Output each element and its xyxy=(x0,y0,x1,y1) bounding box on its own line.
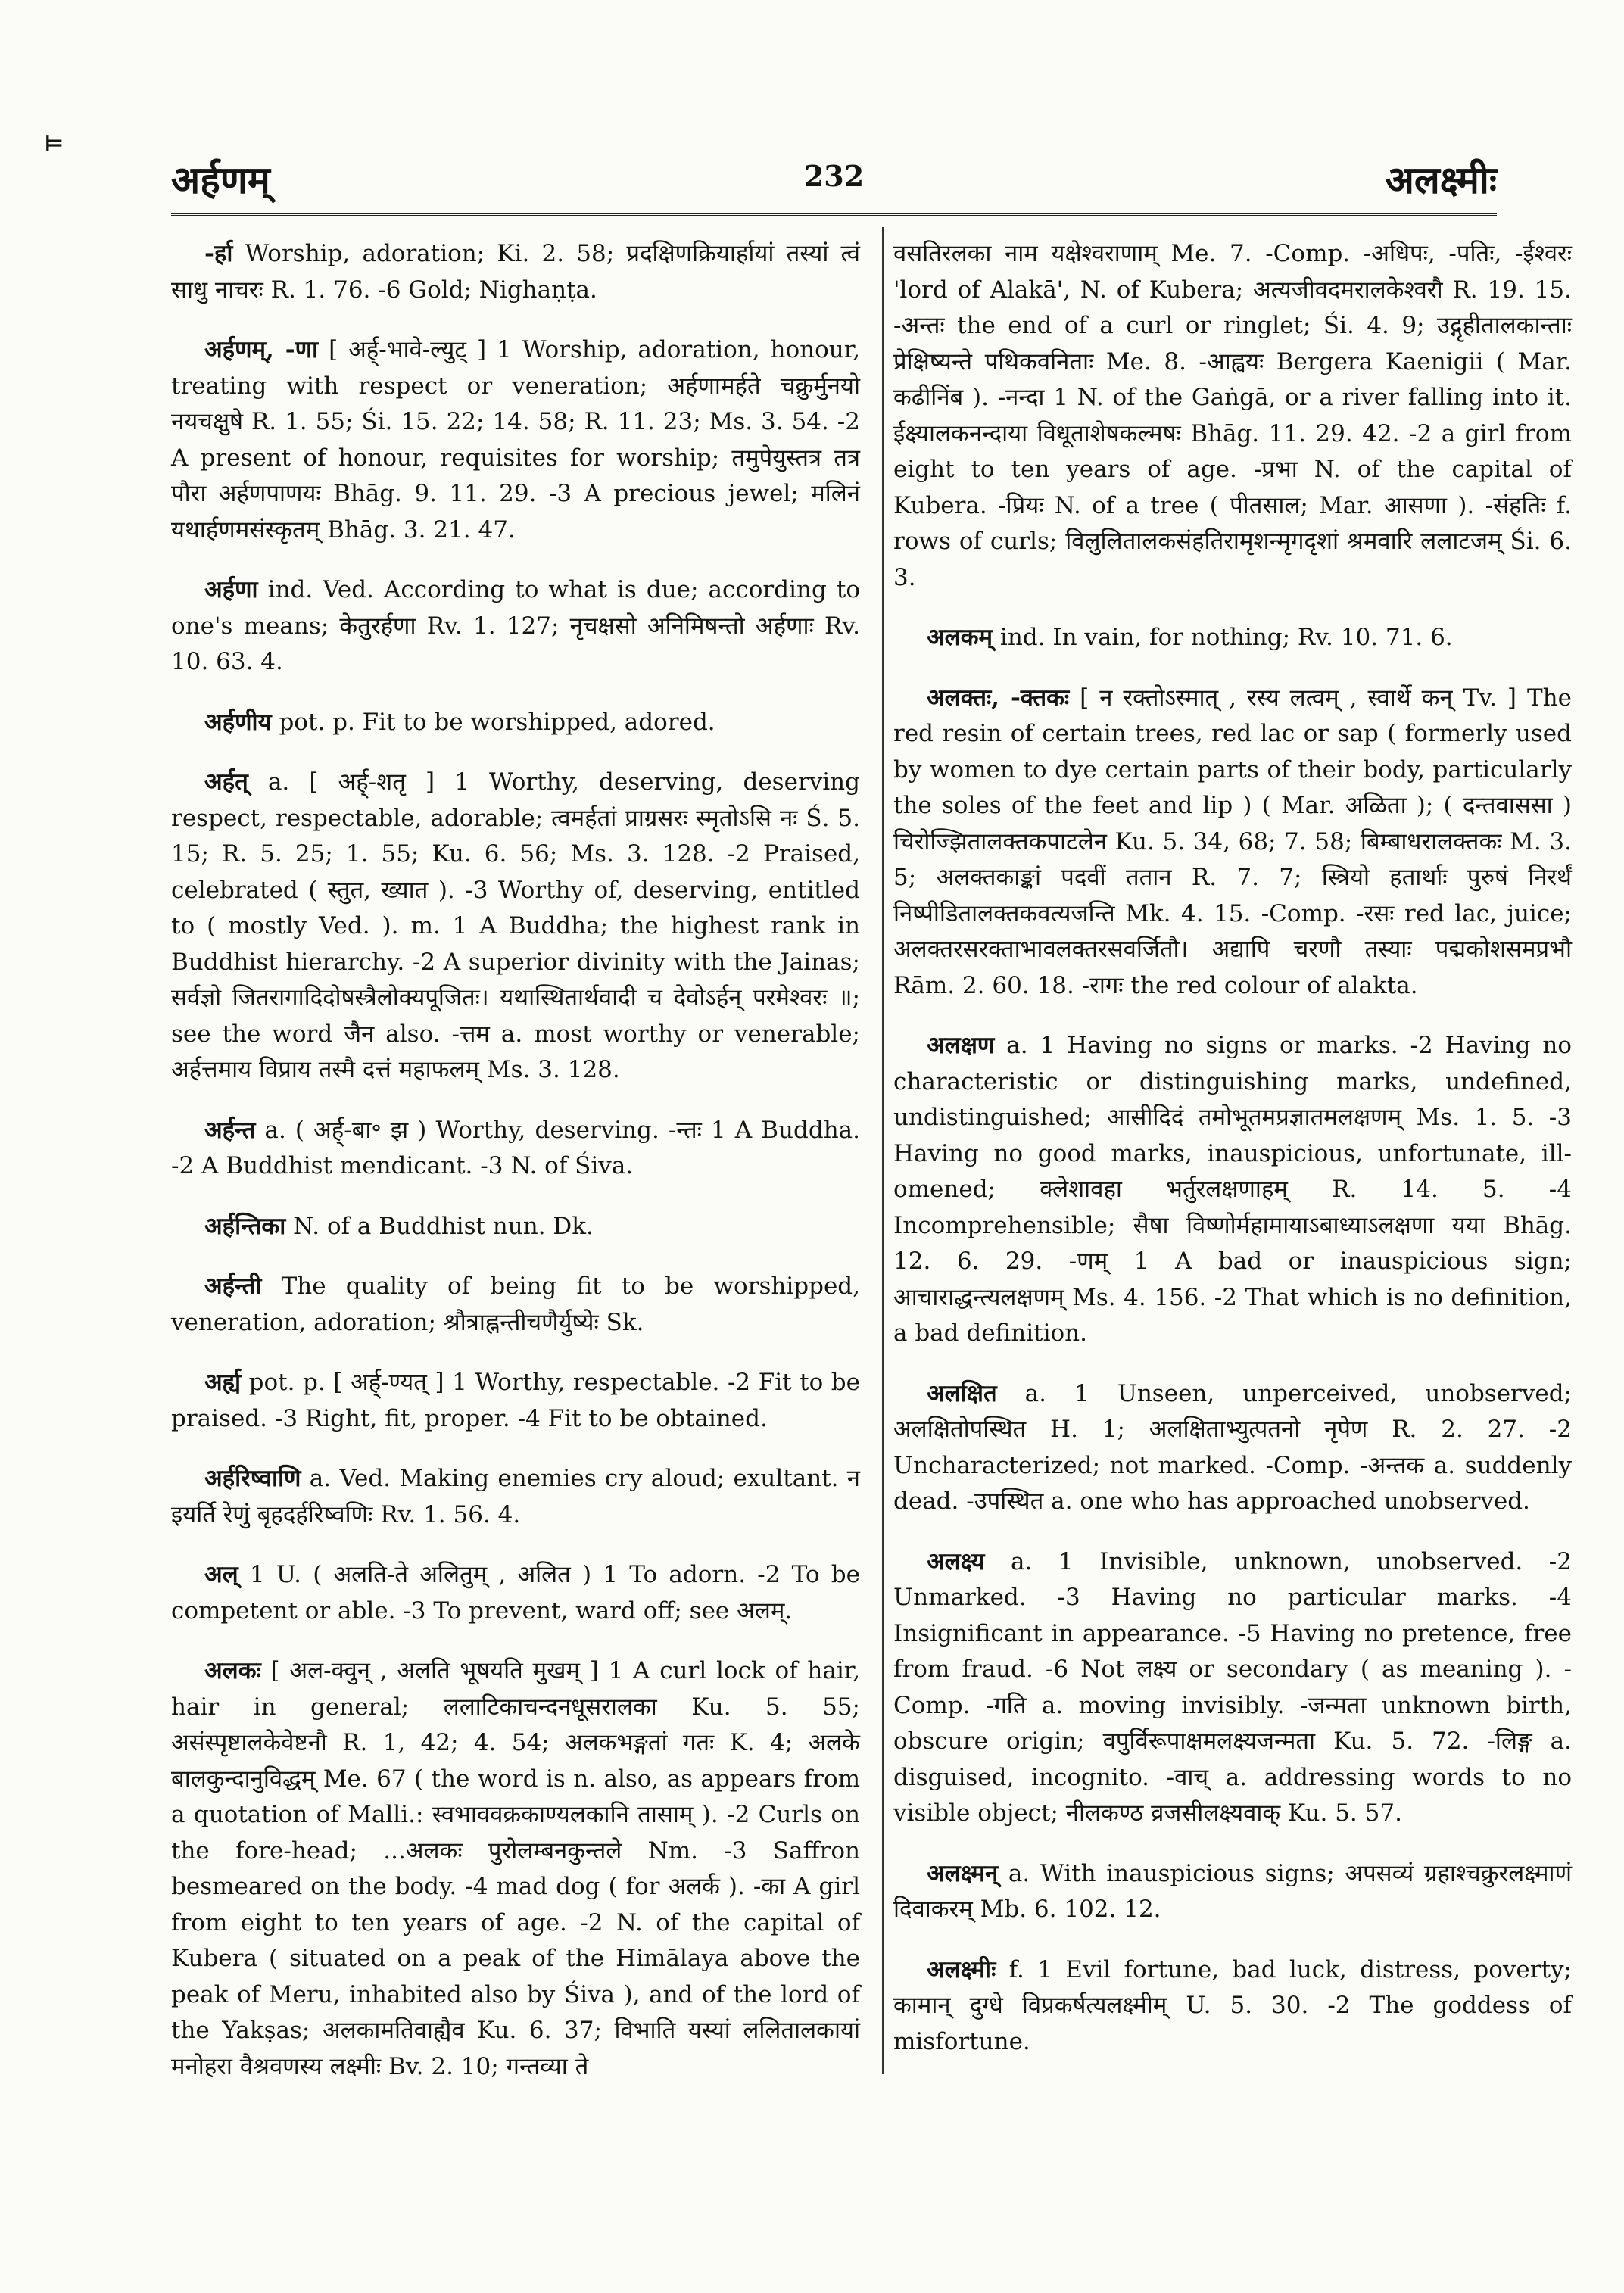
headword: अलक्तः, -क्तकः xyxy=(927,684,1070,712)
entry-definition: f. 1 Evil fortune, bad luck, distress, poverty; कामान् दुग्धे विप्रकर्षत्यलक्ष्मीम् U. 5. 30. -2 The goddess of misfortune. xyxy=(893,1955,1572,2055)
left-column xyxy=(171,236,860,2109)
headword: अर्ह्य xyxy=(204,1369,242,1396)
dictionary-entry xyxy=(893,1544,1572,1832)
headword: अलक्षण xyxy=(927,1032,995,1059)
entry-definition: 1 U. ( अलति-ते अलितुम् , अलित ) 1 To adorn. -2 To be competent or able. -3 To prevent, ward off; see अलम्. xyxy=(171,1561,860,1625)
entry-definition: a. [ अर्ह्-शतृ ] 1 Worthy, deserving, deserving respect, respectable, adorable; त्वमर्हतां प्राग्रसरः स्मृतोऽसि नः Ś. 5. 15; R. 5. 25; 1. 55; Ku. 6. 56; Ms. 3. 128. -2 Praised, celebrated ( स्तुत, ख्यात ). -3 Worthy of, deserving, entitled to ( mostly Ved. ). m. 1 A Buddha; the highest rank in Buddhist hierarchy. -2 A superior divinity with the Jainas; सर्वज्ञो जितरागादिदोषस्त्रैलोक्यपूजितः। यथास्थितार्थवादी च देवोऽर्हन् परमेश्वरः ॥; see the word जैन also. -त्तम a. most worthy or venerable; अर्हत्तमाय विप्राय तस्मै दत्तं महाफलम् Ms. 3. 128. xyxy=(171,768,860,1083)
column-divider xyxy=(882,227,884,2074)
headword: अर्हरिष्वाणि xyxy=(204,1465,301,1492)
header-last-word: अलक्ष्मीः xyxy=(1385,157,1497,202)
dictionary-entry xyxy=(171,1269,860,1341)
dictionary-entry xyxy=(893,681,1572,1005)
entry-definition: a. Ved. Making enemies cry aloud; exultant. न इयर्ति रेणुं बृहदर्हरिष्वणिः Rv. 1. 56. 4. xyxy=(171,1465,860,1528)
dictionary-entry xyxy=(893,620,1572,656)
entry-definition: ind. In vain, for nothing; Rv. 10. 71. 6. xyxy=(999,624,1453,651)
entry-definition: a. ( अर्ह्-बा॰ झ ) Worthy, deserving. -न्तः 1 A Buddha. -2 A Buddhist mendicant. -3 N. of Śiva. xyxy=(171,1116,861,1179)
entry-definition: The quality of being fit to be worshipped, veneration, adoration; श्रौत्राह्नन्तीचणैर्युष्येः Sk. xyxy=(171,1273,860,1336)
page-number: 232 xyxy=(803,159,865,193)
headword: अल् xyxy=(204,1561,238,1588)
entry-definition: a. 1 Having no signs or marks. -2 Having no characteristic or distinguishing marks, undefined, undistinguished; आसीदिदं तमोभूतमप्रज्ञातमलक्षणम् Ms. 1. 5. -3 Having no good marks, inauspicious, unfortunate, ill-omened; क्लेशावहा भर्तुरलक्षणाहम् R. 14. 5. -4 Incomprehensible; सैषा विष्णोर्महामायाऽबाध्याऽलक्षणा यया Bhāg. 12. 6. 29. -णम् 1 A bad or inauspicious sign; आचाराद्धन्त्यलक्षणम् Ms. 4. 156. -2 That which is no definition, a bad definition. xyxy=(893,1032,1572,1347)
entry-definition: [ न रक्तोऽस्मात् , रस्य लत्वम् , स्वार्थे कन् Tv. ] The red resin of certain trees, red lac or sap ( formerly used by women to dye certain parts of their body, particularly the soles of the feet and lip ) ( Mar. अळिता ); ( दन्तवाससा ) चिरोज्झितालक्तकपाटलेन Ku. 5. 34, 68; 7. 58; बिम्बाधरालक्तकः M. 3. 5; अलक्तकाङ्कां पदवीं ततान R. 7. 7; स्त्रियो हतार्थाः पुरुषं निरर्थं निष्पीडितालक्तकवत्यजन्ति Mk. 4. 15. -Comp. -रसः red lac, juice; अलक्तरसरक्ताभावलक्तरसवर्जितौ। अद्यापि चरणौ तस्याः पद्मकोशसमप्रभौ Rām. 2. 60. 18. -रागः the red colour of alakta. xyxy=(893,684,1572,999)
dictionary-entry xyxy=(893,1856,1572,1928)
header-first-word: अर्हणम् xyxy=(171,157,270,202)
dictionary-entry xyxy=(171,1209,860,1245)
entry-definition: [ अर्ह्-भावे-ल्युट् ] 1 Worship, adoration, honour, treating with respect or veneration; अर्हणामर्हते चक्रुर्मुनयो नयचक्षुषे R. 1. 55; Śi. 15. 22; 14. 58; R. 11. 23; Ms. 3. 54. -2 A present of honour, requisites for worship; तमुपेयुस्तत्र तत्र पौरा अर्हणपाणयः Bhāg. 9. 11. 29. -3 A precious jewel; मलिनं यथार्हणमसंस्कृतम् Bhāg. 3. 21. 47. xyxy=(171,336,860,544)
headword: -र्हा xyxy=(204,240,233,267)
dictionary-entry xyxy=(171,332,860,548)
dictionary-entry xyxy=(171,1653,860,2085)
entry-definition: N. of a Buddhist nun. Dk. xyxy=(293,1212,594,1240)
headword: अर्हत् xyxy=(204,768,248,796)
dictionary-entry-continued xyxy=(893,236,1572,596)
dictionary-entry xyxy=(171,236,860,308)
dictionary-entry xyxy=(893,1376,1572,1520)
entry-definition: a. With inauspicious signs; अपसव्यं ग्रहाश्चक्रुरलक्ष्माणं दिवाकरम् Mb. 6. 102. 12. xyxy=(893,1859,1572,1923)
entry-definition: a. 1 Invisible, unknown, unobserved. -2 Unmarked. -3 Having no particular marks. -4 Insignificant in appearance. -5 Having no pretence, free from fraud. -6 Not लक्ष्य or secondary ( as meaning ). -Comp. -गति a. moving invisibly. -जन्मता unknown birth, obscure origin; वपुर्विरूपाक्षमलक्ष्यजन्मता Ku. 5. 72. -लिङ्ग a. disguised, incognito. -वाच् a. addressing words to no visible object; नीलकण्ठ व्रजसीलक्ष्यवाक् Ku. 5. 57. xyxy=(893,1547,1572,1827)
headword: अलक्ष्मन् xyxy=(927,1859,999,1887)
dictionary-entry xyxy=(171,1113,860,1185)
entry-definition: pot. p. Fit to be worshipped, adored. xyxy=(279,708,715,736)
entry-definition: ind. Ved. According to what is due; according to one's means; केतुरर्हणा Rv. 1. 127; नृचक्षसो अनिमिषन्तो अर्हणाः Rv. 10. 63. 4. xyxy=(171,576,860,675)
headword: अलक्ष्य xyxy=(927,1547,985,1575)
headword: अलकम् xyxy=(927,624,993,651)
right-column xyxy=(893,236,1572,2084)
dictionary-entry xyxy=(171,765,860,1089)
headword: अलक्षित xyxy=(927,1379,997,1407)
headword: अर्हन्तिका xyxy=(204,1212,286,1240)
dictionary-entry xyxy=(171,1461,860,1533)
dictionary-entry xyxy=(893,1028,1572,1352)
entry-definition: pot. p. [ अर्ह्-ण्यत् ] 1 Worthy, respectable. -2 Fit to be praised. -3 Right, fit, proper. -4 Fit to be obtained. xyxy=(171,1369,860,1432)
entry-definition: Worship, adoration; Ki. 2. 58; प्रदक्षिणक्रियार्हायां तस्यां त्वं साधु नाचरः R. 1. 76. -6 Gold; Nighaṇṭa. xyxy=(171,240,860,304)
dictionary-entry xyxy=(171,572,860,681)
headword: अलक्ष्मीः xyxy=(927,1955,996,1983)
margin-mark: ⊨ xyxy=(44,131,64,157)
headword: अर्हणा xyxy=(204,576,258,603)
running-head xyxy=(171,153,1497,203)
entry-definition: a. 1 Unseen, unperceived, unobserved; अलक्षितोपस्थित H. 1; अलक्षिताभ्युत्पतनो नृपेण R. 2. 27. -2 Uncharacterized; not marked. -Comp. -अन्तक a. suddenly dead. -उपस्थित a. one who has approached unobserved. xyxy=(893,1379,1573,1515)
headword: अर्हणम्, -णा xyxy=(204,336,319,363)
entry-definition: [ अल-क्वुन् , अलति भूषयति मुखम् ] 1 A curl lock of hair, hair in general; ललाटिकाचन्दनधूसरालका Ku. 5. 55; असंस्पृष्टालकेवेष्टनौ R. 1, 42; 4. 54; अलकभङ्गतां गतः K. 4; अलके बालकुन्दानुविद्धम् Me. 67 ( the word is n. also, as appears from a quotation of Malli.: स्वभाववक्रकाण्यलकानि तासाम् ). -2 Curls on the fore-head; ...अलकः पुरोलम्बनकुन्तले Nm. -3 Saffron besmeared on the body. -4 mad dog ( for अलर्क ). -का A girl from eight to ten years of age. -2 N. of the capital of Kubera ( situated on a peak of the Himālaya above the peak of Meru, inhabited also by Śiva ), and of the lord of the Yakṣas; अलकामतिवाह्यैव Ku. 6. 37; विभाति यस्यां ललितालकायां मनोहरा वैश्रवणस्य लक्ष्मीः Bv. 2. 10; गन्तव्या ते xyxy=(171,1657,860,2080)
headword: अर्हन्त xyxy=(204,1116,256,1144)
dictionary-entry xyxy=(893,1952,1572,2061)
dictionary-entry xyxy=(171,1557,860,1629)
dictionary-entry xyxy=(171,705,860,741)
headword: अर्हन्ती xyxy=(204,1273,262,1300)
headword: अलकः xyxy=(204,1657,261,1684)
headword: अर्हणीय xyxy=(204,708,272,736)
entry-definition: वसतिरलका नाम यक्षेश्वराणाम् Me. 7. -Comp. -अधिपः, -पतिः, -ईश्वरः 'lord of Alakā', N. of Kubera; अत्यजीवदमरालकेश्वरौ R. 19. 15. -अन्तः the end of a curl or ringlet; Śi. 4. 9; उद्गृहीतालकान्ताः प्रेक्षिष्यन्ते पथिकवनिताः Me. 8. -आह्वयः Bergera Kaenigii ( Mar. कढीनिंब ). -नन्दा 1 N. of the Gaṅgā, or a river falling into it. ईक्ष्यालकनन्दाया विधूताशेषकल्मषः Bhāg. 11. 29. 42. -2 a girl from eight to ten years of age. -प्रभा N. of the capital of Kubera. -प्रियः N. of a tree ( पीतसाल; Mar. आसणा ). -संहतिः f. rows of curls; विलुलितालकसंहतिरामृशन्मृगदृशां श्रमवारि ललाटजम् Śi. 6. 3. xyxy=(893,240,1572,591)
dictionary-entry xyxy=(171,1365,860,1437)
header-rule xyxy=(171,213,1497,216)
